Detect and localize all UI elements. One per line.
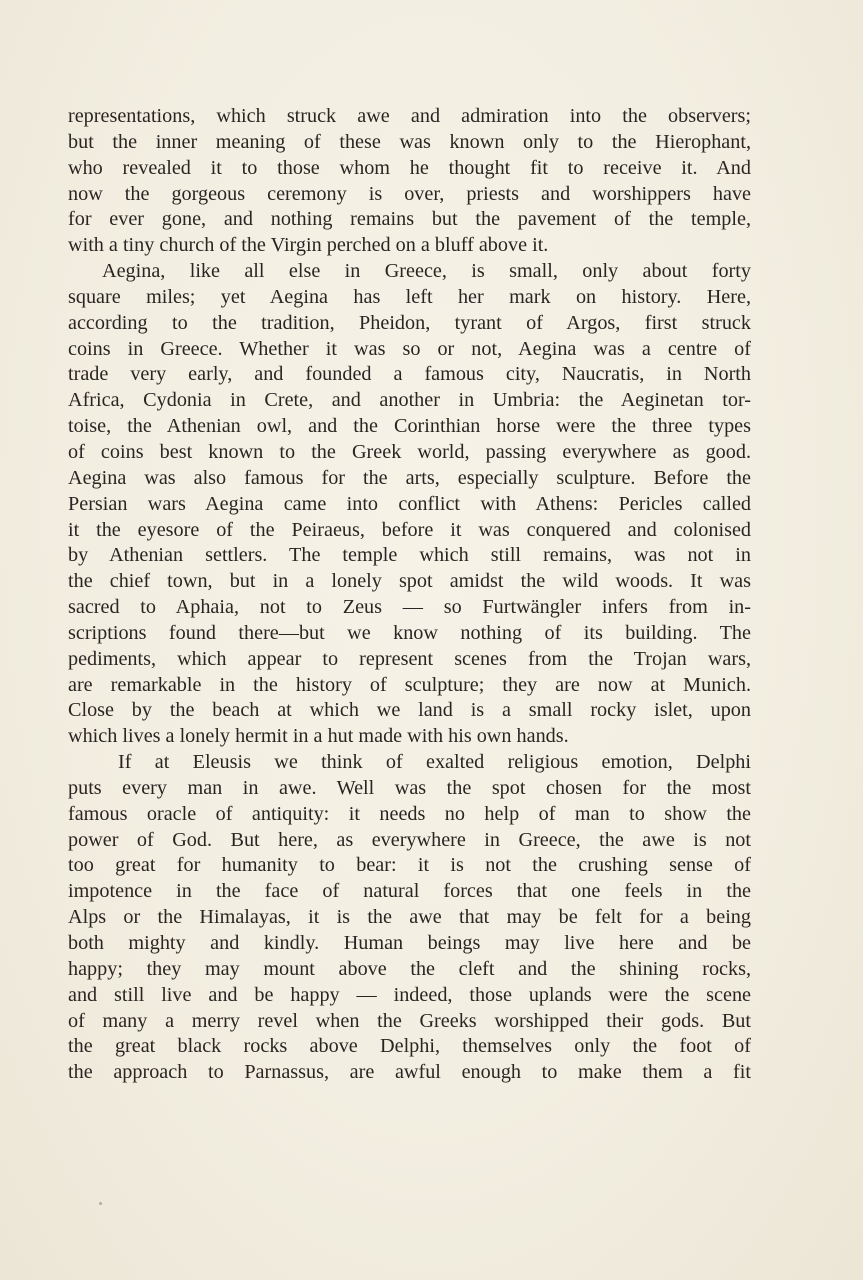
text-line: now the gorgeous ceremony is over, priests and worshippers have [68, 182, 751, 205]
paper-speck [99, 1202, 102, 1205]
text-line: toise, the Athenian owl, and the Corinthian horse were the three types [68, 415, 751, 438]
text-line: the approach to Parnassus, are awful enough to make them a fit [68, 1061, 751, 1084]
text-line: Africa, Cydonia in Crete, and another in Umbria: the Aeginetan tor- [68, 389, 751, 412]
body-text [68, 104, 751, 1086]
text-line: for ever gone, and nothing remains but the pavement of the temple, [68, 208, 751, 231]
text-line: scriptions found there—but we know nothing of its building. The [68, 621, 751, 644]
text-line: pediments, which appear to represent scenes from the Trojan wars, [68, 647, 751, 670]
text-line: too great for humanity to bear: it is not the crushing sense of [68, 854, 751, 877]
text-line: trade very early, and founded a famous city, Naucratis, in North [68, 363, 751, 386]
text-line: and still live and be happy — indeed, those uplands were the scene [68, 983, 751, 1006]
text-line: but the inner meaning of these was known only to the Hierophant, [68, 130, 751, 153]
text-line: by Athenian settlers. The temple which still remains, was not in [68, 544, 751, 567]
paragraph-start-line: Aegina, like all else in Greece, is small, only about forty [102, 260, 751, 283]
text-line: Aegina was also famous for the arts, especially sculpture. Before the [68, 466, 751, 489]
text-line: the great black rocks above Delphi, themselves only the foot of [68, 1035, 751, 1058]
text-line: square miles; yet Aegina has left her mark on history. Here, [68, 285, 751, 308]
text-line: according to the tradition, Pheidon, tyrant of Argos, first struck [68, 311, 751, 334]
text-line: happy; they may mount above the cleft and the shining rocks, [68, 957, 751, 980]
text-line: are remarkable in the history of sculpture; they are now at Munich. [68, 673, 751, 696]
text-line: it the eyesore of the Peiraeus, before it was conquered and colonised [68, 518, 751, 541]
text-line: impotence in the face of natural forces that one feels in the [68, 880, 751, 903]
text-line: Alps or the Himalayas, it is the awe that may be felt for a being [68, 906, 751, 929]
text-line: with a tiny church of the Virgin perched on a bluff above it. [68, 234, 549, 257]
text-line: coins in Greece. Whether it was so or not, Aegina was a centre of [68, 337, 751, 360]
text-line: sacred to Aphaia, not to Zeus — so Furtwängler infers from in- [68, 596, 751, 619]
text-line: famous oracle of antiquity: it needs no help of man to show the [68, 802, 751, 825]
text-line: power of God. But here, as everywhere in Greece, the awe is not [68, 828, 751, 851]
text-line: representations, which struck awe and admiration into the observers; [68, 105, 751, 127]
text-line: of many a merry revel when the Greeks worshipped their gods. But [68, 1009, 751, 1032]
text-line: the chief town, but in a lonely spot amidst the wild woods. It was [68, 570, 751, 593]
text-line: who revealed it to those whom he thought fit to receive it. And [68, 156, 751, 179]
text-line: of coins best known to the Greek world, passing everywhere as good. [68, 440, 751, 463]
text-line: which lives a lonely hermit in a hut made with his own hands. [68, 725, 569, 748]
text-line: puts every man in awe. Well was the spot chosen for the most [68, 776, 751, 799]
paragraph-start-line: If at Eleusis we think of exalted religious emotion, Delphi [118, 751, 751, 774]
text-line: both mighty and kindly. Human beings may live here and be [68, 932, 751, 954]
text-line: Persian wars Aegina came into conflict with Athens: Pericles called [68, 492, 751, 515]
text-line: Close by the beach at which we land is a small rocky islet, upon [68, 699, 751, 722]
